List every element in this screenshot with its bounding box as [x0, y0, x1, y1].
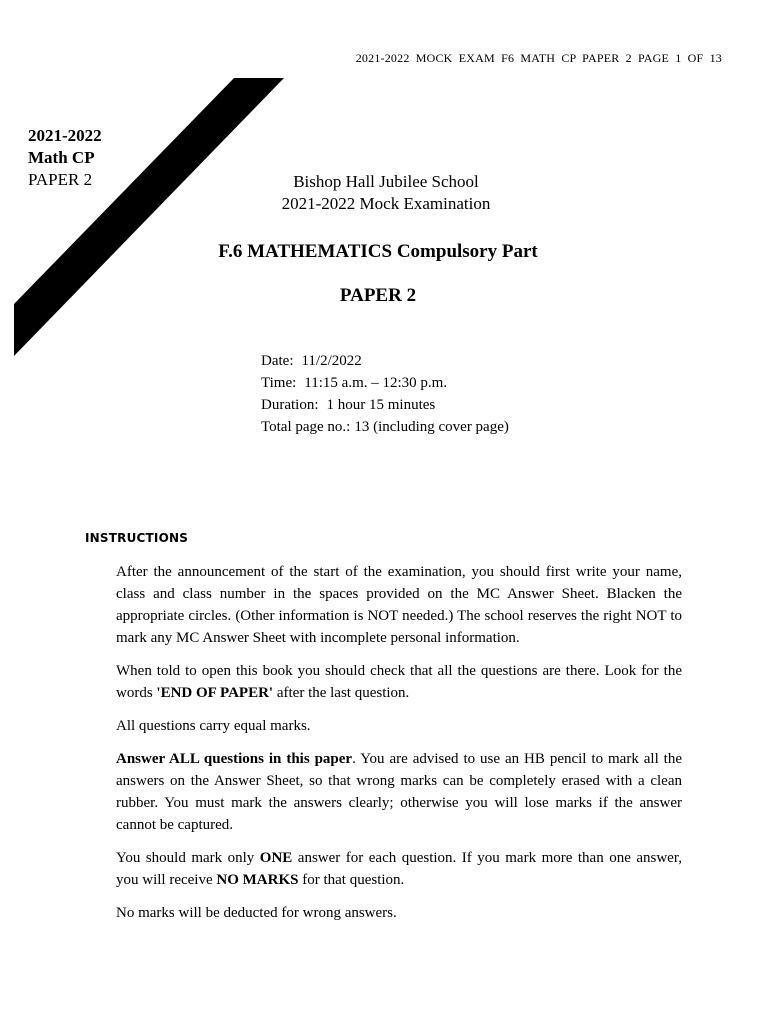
- instructions-body: [116, 561, 682, 935]
- corner-year: 2021-2022: [28, 126, 102, 145]
- date-row: [261, 350, 509, 372]
- exam-name: 2021-2022 Mock Examination: [281, 194, 491, 213]
- one-emphasis: ONE: [259, 850, 293, 866]
- instruction-paragraph-6: No marks will be deducted for wrong answers.: [116, 905, 397, 921]
- ribbon-band: [14, 78, 284, 356]
- instruction-paragraph-3: All questions carry equal marks.: [116, 718, 311, 734]
- instruction-text: for that question.: [298, 872, 405, 888]
- answer-all-emphasis: Answer ALL questions in this paper: [116, 751, 353, 767]
- pages-row: [261, 416, 509, 438]
- instruction-paragraph-5: [116, 847, 682, 891]
- instruction-text: When told to open this book you should check that all the questions are there. Look for the words: [116, 663, 682, 701]
- school-block: [0, 171, 768, 215]
- instruction-text: . You are advised to use an HB pencil to mark all the answers on the Answer Sheet, so that wrong marks can be completely erased with a clean rubber. You must mark the answers clearly; otherwise you will lose marks if the answer cannot be captured.: [116, 751, 682, 833]
- duration-label: Duration:: [261, 397, 319, 413]
- corner-paper: PAPER 2: [28, 170, 93, 189]
- corner-subject: Math CP: [28, 148, 95, 167]
- instruction-text: answer for each question. If you mark more than one answer, you will receive: [116, 850, 682, 888]
- instruction-text: You should mark only: [116, 850, 260, 866]
- running-header: 2021-2022 MOCK EXAM F6 MATH CP PAPER 2 PAGE 1 OF 13: [355, 51, 722, 65]
- paper-title: PAPER 2: [339, 285, 417, 306]
- date-label: Date:: [261, 353, 294, 369]
- instruction-paragraph-4: [116, 748, 682, 836]
- instruction-paragraph-1: After the announcement of the start of the examination, you should first write your name, class and class number in the spaces provided on the MC Answer Sheet. Blacken the appropriate circles. (Other information is NOT needed.) The school reserves the right NOT to mark any MC Answer Sheet with incomplete personal information.: [116, 564, 682, 646]
- subject-title: F.6 MATHEMATICS Compulsory Part: [218, 241, 538, 262]
- pages-label: Total page no.:: [261, 419, 351, 435]
- no-marks-emphasis: NO MARKS: [216, 872, 299, 888]
- school-name: Bishop Hall Jubilee School: [293, 172, 479, 191]
- time-value: 11:15 a.m. – 12:30 p.m.: [304, 375, 448, 391]
- end-of-paper-emphasis: 'END OF PAPER': [156, 685, 274, 701]
- instructions-heading: INSTRUCTIONS: [85, 531, 189, 545]
- instruction-paragraph-2: [116, 660, 682, 704]
- time-label: Time:: [261, 375, 297, 391]
- pages-value: 13 (including cover page): [354, 419, 509, 435]
- exam-info: [261, 350, 509, 438]
- instruction-text: after the last question.: [273, 685, 410, 701]
- duration-row: [261, 394, 509, 416]
- duration-value: 1 hour 15 minutes: [326, 397, 436, 413]
- time-row: [261, 372, 509, 394]
- date-value: 11/2/2022: [301, 353, 362, 369]
